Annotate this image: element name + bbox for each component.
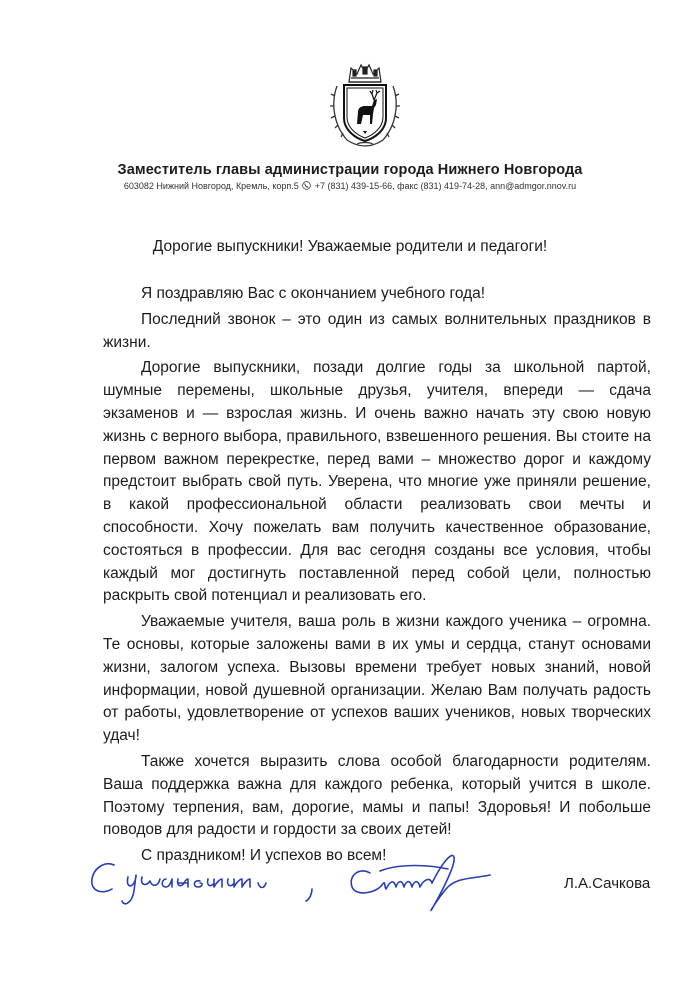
paragraph: Также хочется выразить слова особой благодарности родителям. Ваша поддержка важна для каждого ребенка, который учится в школе. Поэтому терпения, вам, дорогие, мамы и папы! Здоровья! И побольше поводов для радости и гордости за своих детей!: [103, 752, 651, 839]
letter-body: [103, 283, 651, 871]
greeting-heading: Дорогие выпускники! Уважаемые родители и педагоги!: [152, 238, 548, 255]
contact-line: [0, 181, 700, 191]
address-text: 603082 Нижний Новгород, Кремль, корп.5: [123, 181, 299, 191]
handwritten-signature: [80, 843, 600, 918]
paragraph: Уважаемые учителя, ваша роль в жизни каждого ученика – огромна. Те основы, которые заложены вами в их умы и сердца, станут основами жизни, залогом успеха. Вызовы времени требует новых знаний, новой информации, новой душевной организации. Желаю Вам получать радость от работы, удовлетворение от успехов ваших учеников, новых творческих удач!: [103, 613, 651, 745]
signer-name: Л.А.Сачкова: [564, 875, 651, 892]
phone-fax-email-text: +7 (831) 439-15-66, факс (831) 419-74-28, ann@admgor.nnov.ru: [314, 181, 577, 191]
paragraph: Последний звонок – это один из самых волнительных праздников в жизни.: [103, 310, 651, 351]
organization-title: Заместитель главы администрации города Нижнего Новгорода: [117, 162, 583, 178]
paragraph: Дорогие выпускники, позади долгие годы за школьной партой, шумные перемены, школьные друзья, учителя, впереди — сдача экзаменов и — взрослая жизнь. И очень важно начать эту свою новую жизнь с верного выбора, правильного, взвешенного решения. Вы стоите на первом важном перекрестке, перед вами – множество дорог и каждому предстоит выбрать свой путь. Уверена, что многие уже приняли решение, в какой профессиональной области реализовать свои мечты и способности. Хочу пожелать вам получить качественное образование, состояться в профессии. Для вас сегодня созданы все условия, чтобы каждый мог достигнуть поставленной перед собой цели, полностью раскрыть свой потенциал и реализовать его.: [103, 359, 651, 605]
phone-icon: [302, 181, 311, 190]
paragraph: Я поздравляю Вас с окончанием учебного года!: [141, 285, 486, 302]
closing-line: С праздником! И успехов во всем!: [141, 847, 387, 865]
coat-of-arms-icon: [327, 62, 403, 148]
